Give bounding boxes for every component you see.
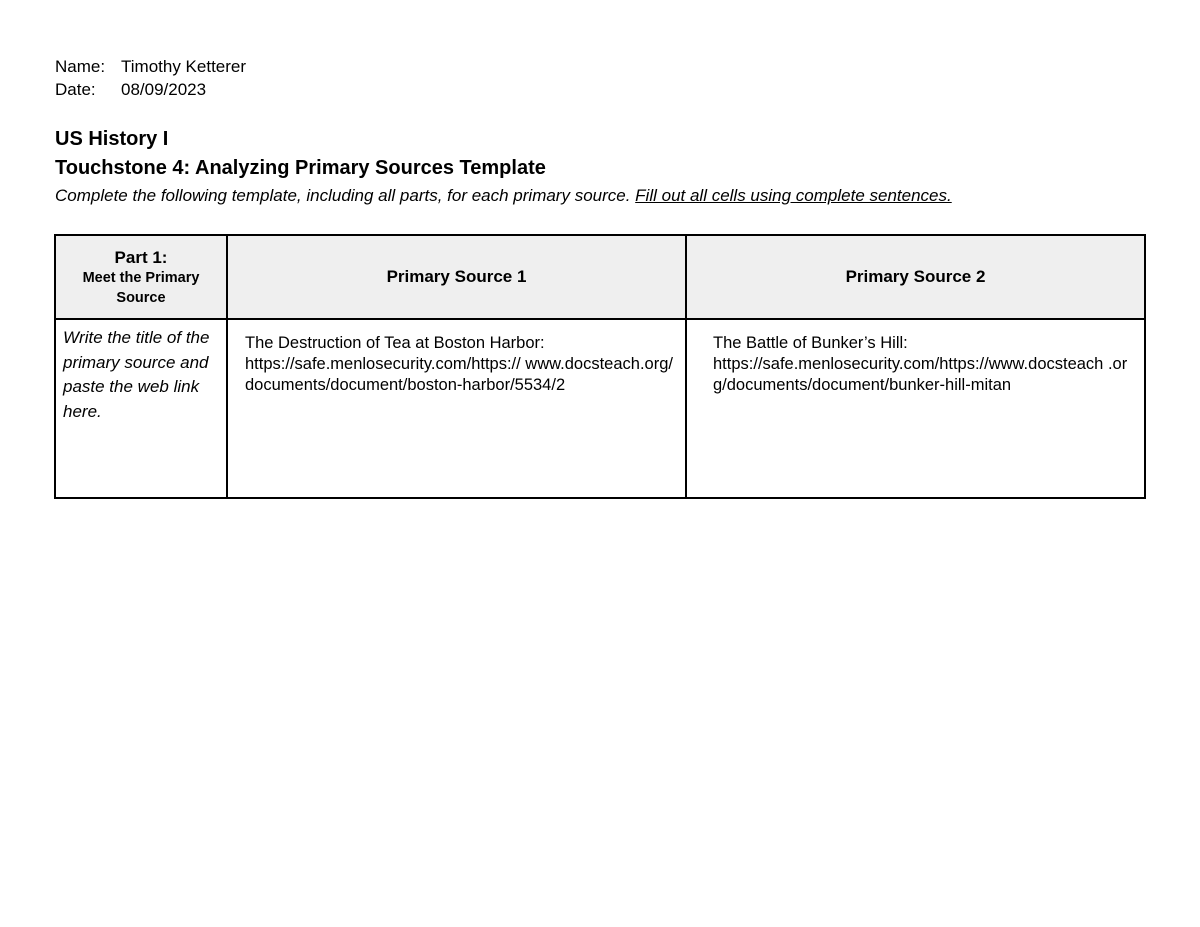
primary-source-table bbox=[54, 234, 1146, 499]
part-subheading: Meet the Primary Source bbox=[82, 269, 200, 306]
source1-header-cell bbox=[227, 235, 686, 319]
table-row bbox=[55, 319, 1145, 498]
prompt-cell: Write the title of the primary source and paste the web link here. bbox=[55, 319, 227, 498]
source2-cell[interactable] bbox=[686, 319, 1145, 498]
instructions-underlined: Fill out all cells using complete sentences. bbox=[635, 186, 952, 205]
document-title: Touchstone 4: Analyzing Primary Sources Template bbox=[55, 157, 546, 179]
date-value: 08/09/2023 bbox=[121, 80, 207, 99]
name-value: Timothy Ketterer bbox=[121, 57, 247, 76]
part-header-cell bbox=[55, 235, 227, 319]
course-title: US History I bbox=[55, 128, 169, 150]
source2-link[interactable]: https://safe.menlosecurity.com/https://www.docsteach .org/documents/document/bunker-hill-mitan bbox=[713, 355, 1128, 394]
instructions-text: Complete the following template, including all parts, for each primary source. bbox=[55, 186, 636, 205]
part-heading: Part 1: bbox=[114, 247, 168, 267]
date-label: Date: bbox=[55, 80, 96, 99]
table-header-row bbox=[55, 235, 1145, 319]
name-label: Name: bbox=[55, 57, 106, 76]
source1-heading: Primary Source 1 bbox=[386, 267, 527, 286]
source1-link[interactable]: https://safe.menlosecurity.com/https:// www.docsteach.org/documents/document/boston-harbor/5534/2 bbox=[245, 355, 673, 394]
source2-heading: Primary Source 2 bbox=[845, 267, 986, 286]
date-row bbox=[55, 80, 206, 100]
source2-title: The Battle of Bunker’s Hill: bbox=[713, 334, 908, 352]
name-row bbox=[55, 54, 246, 77]
source1-title: The Destruction of Tea at Boston Harbor: bbox=[245, 334, 545, 352]
instructions bbox=[55, 186, 952, 206]
source2-header-cell bbox=[686, 235, 1145, 319]
source1-cell[interactable] bbox=[227, 319, 686, 498]
